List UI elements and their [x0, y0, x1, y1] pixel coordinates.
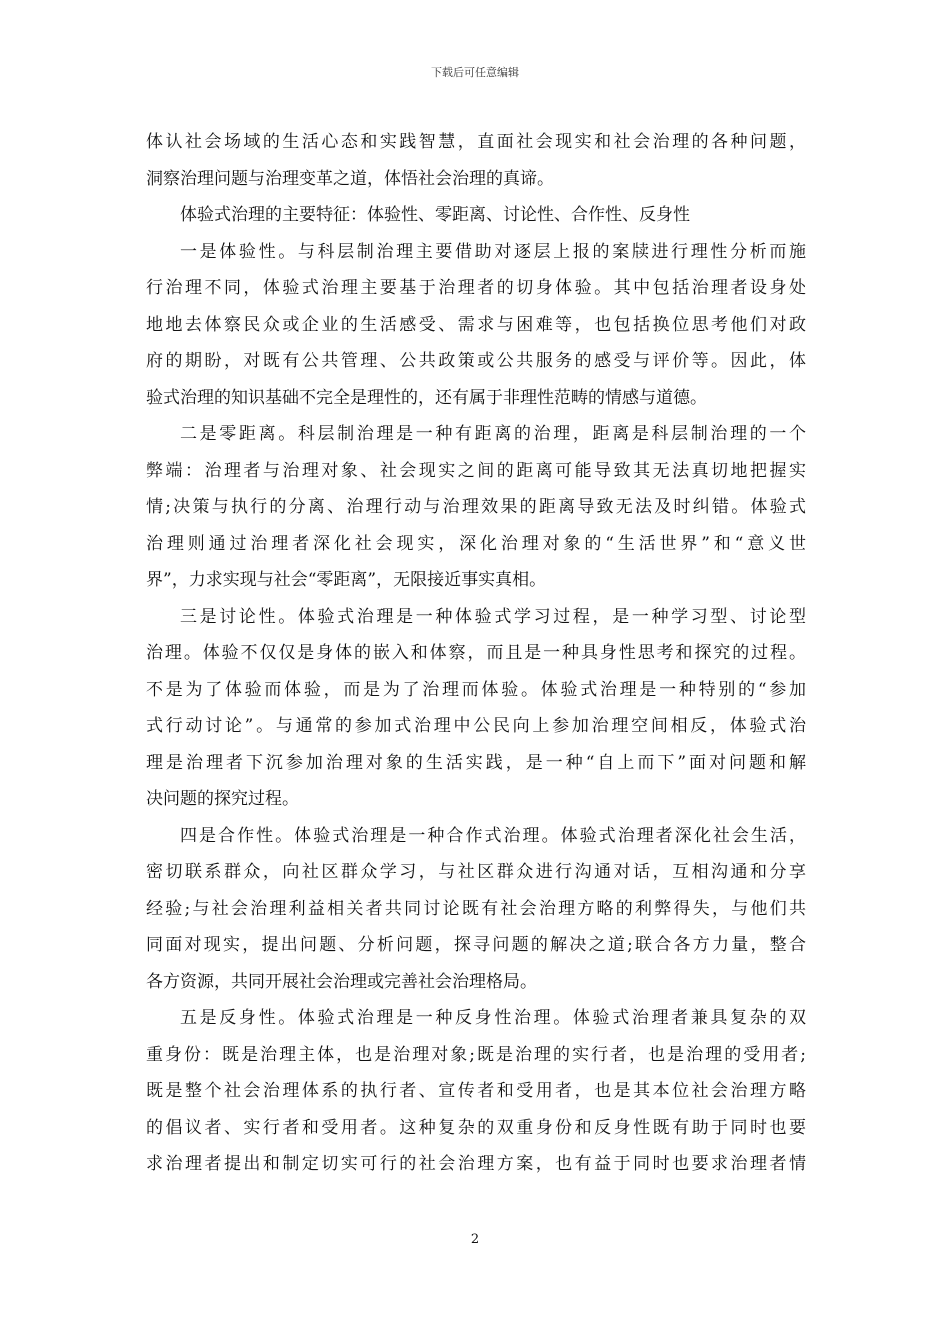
text-line: 理是治理者下沉参加治理对象的生活实践，是一种“自上而下”面对问题和解 [146, 752, 806, 773]
text-line: 不是为了体验而体验，而是为了治理而体验。体验式治理是一种特别的“参加 [146, 679, 806, 700]
text-line: 一是体验性。与科层制治理主要借助对逐层上报的案牍进行理性分析而施 [180, 241, 806, 262]
text-line: 五是反身性。体验式治理是一种反身性治理。体验式治理者兼具复杂的双 [180, 1008, 806, 1028]
text-line: 各方资源，共同开展社会治理或完善社会治理格局。 [146, 971, 537, 992]
text-line: 体认社会场域的生活心态和实践智慧，直面社会现实和社会治理的各种问题， [146, 132, 806, 152]
text-line: 治理。体验不仅仅是身体的嵌入和体察，而且是一种具身性思考和探究的过程。 [146, 643, 806, 663]
page-header: 下载后可任意编辑 [431, 66, 519, 79]
text-line: 情;决策与执行的分离、治理行动与治理效果的距离导致无法及时纠错。体验式 [146, 497, 806, 517]
text-line: 弊端：治理者与治理对象、社会现实之间的距离可能导致其无法真切地把握实 [146, 460, 806, 481]
text-line: 经验;与社会治理利益相关者共同讨论既有社会治理方略的利弊得失，与他们共 [146, 898, 806, 919]
text-line: 既是整个社会治理体系的执行者、宣传者和受用者，也是其本位社会治理方略 [146, 1081, 806, 1101]
page-number: 2 [470, 1232, 480, 1247]
text-line: 三是讨论性。体验式治理是一种体验式学习过程，是一种学习型、讨论型 [180, 606, 806, 627]
text-line: 府的期盼，对既有公共管理、公共政策或公共服务的感受与评价等。因此，体 [146, 351, 806, 371]
text-line: 密切联系群众，向社区群众学习，与社区群众进行沟通对话，互相沟通和分享 [146, 862, 806, 882]
text-line: 重身份：既是治理主体，也是治理对象;既是治理的实行者，也是治理的受用者; [146, 1044, 806, 1065]
text-line: 决问题的探究过程。 [146, 789, 299, 809]
document-body [146, 124, 806, 1183]
text-line: 地地去体察民众或企业的生活感受、需求与困难等，也包括换位思考他们对政 [146, 314, 806, 335]
text-line: 治理则通过治理者深化社会现实，深化治理对象的“生活世界”和“意义世 [146, 533, 806, 554]
text-line: 二是零距离。科层制治理是一种有距离的治理，距离是科层制治理的一个 [180, 424, 806, 444]
text-line: 四是合作性。体验式治理是一种合作式治理。体验式治理者深化社会生活， [180, 825, 806, 846]
text-line: 洞察治理问题与治理变革之道，体悟社会治理的真谛。 [146, 168, 554, 189]
text-line: 行治理不同，体验式治理主要基于治理者的切身体验。其中包括治理者设身处 [146, 278, 806, 298]
text-line: 的倡议者、实行者和受用者。这种复杂的双重身份和反身性既有助于同时也要 [146, 1117, 806, 1138]
text-line: 同面对现实，提出问题、分析问题，探寻问题的解决之道;联合各方力量，整合 [146, 935, 806, 955]
text-line: 界”，力求实现与社会“零距离”，无限接近事实真相。 [146, 570, 547, 590]
text-line: 求治理者提出和制定切实可行的社会治理方案，也有益于同时也要求治理者情 [146, 1154, 806, 1174]
section-heading: 体验式治理的主要特征：体验性、零距离、讨论性、合作性、反身性 [180, 205, 690, 225]
text-line: 式行动讨论”。与通常的参加式治理中公民向上参加治理空间相反，体验式治 [146, 716, 806, 736]
text-line: 验式治理的知识基础不完全是理性的，还有属于非理性范畴的情感与道德。 [146, 387, 707, 408]
